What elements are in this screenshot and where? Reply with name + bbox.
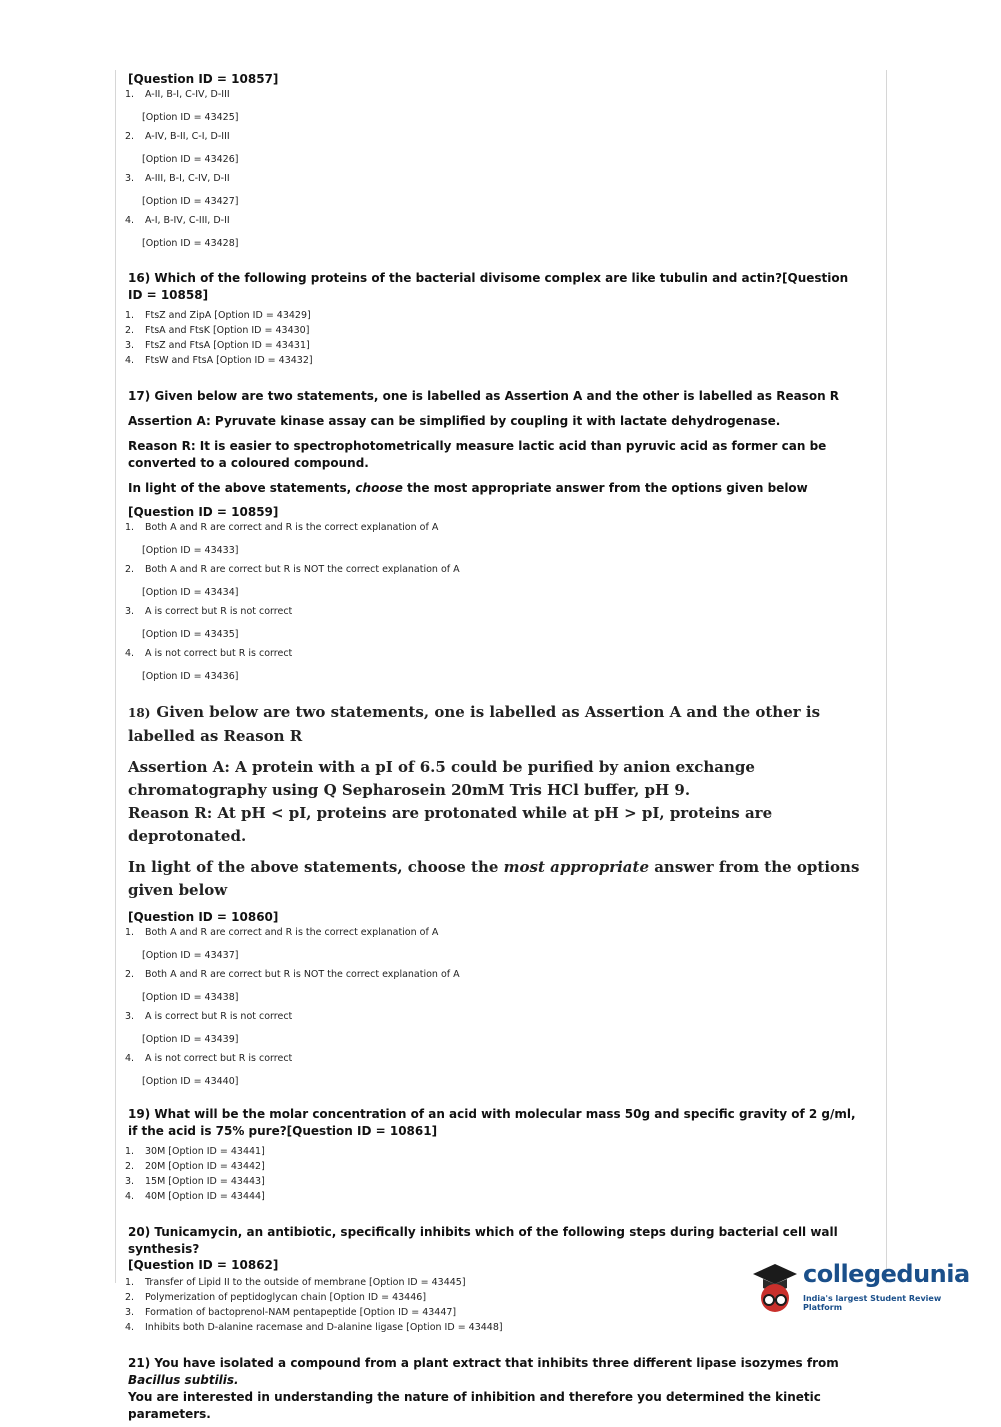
q17-assertion: Assertion A: Pyruvate kinase assay can be simplified by coupling it with lactate dehydrogenase.: [128, 414, 781, 428]
q17-text: 17) Given below are two statements, one is labelled as Assertion A and the other is labelled as Reason R: [128, 389, 840, 403]
option-id: [Option ID = 43439]: [142, 1034, 239, 1045]
q19-options: [125, 1144, 865, 1204]
option-id: [Option ID = 43428]: [142, 238, 239, 249]
option: 4. A-I, B-IV, C-III, D-II: [125, 215, 230, 226]
option-id: [Option ID = 43426]: [142, 154, 239, 165]
option-id: [Option ID = 43427]: [142, 196, 239, 207]
option: 3. A-III, B-I, C-IV, D-II: [125, 173, 230, 184]
option: 4. FtsW and FtsA [Option ID = 43432]: [125, 355, 313, 366]
logo-tagline: India's largest Student Review Platform: [803, 1294, 942, 1312]
option: 2. Both A and R are correct but R is NOT the correct explanation of A: [125, 969, 460, 980]
option-id: [Option ID = 43425]: [142, 112, 239, 123]
option: 1. 30M [Option ID = 43441]: [125, 1146, 265, 1157]
option: 1. Both A and R are correct and R is the correct explanation of A: [125, 522, 439, 533]
option: 2. Polymerization of peptidoglycan chain [Option ID = 43446]: [125, 1292, 427, 1303]
collegedunia-logo[interactable]: [745, 1252, 975, 1322]
student-mascot-icon: [745, 1252, 805, 1322]
option: 4. A is not correct but R is correct: [125, 648, 293, 659]
option: 1. Both A and R are correct and R is the correct explanation of A: [125, 927, 439, 938]
q15-question-id: [Question ID = 10857]: [128, 72, 279, 86]
q18-instruction: In light of the above statements, choose the most appropriate answer from the options given below: [128, 858, 860, 899]
q17-instruction: In light of the above statements, choose the most appropriate answer from the options given below: [128, 481, 808, 495]
q18-reason: Reason R: At pH < pI, proteins are protonated while at pH > pI, proteins are deprotonated.: [128, 804, 773, 845]
document-content: [125, 72, 865, 1427]
option: 2. A-IV, B-II, C-I, D-III: [125, 131, 230, 142]
option: 3. A is correct but R is not correct: [125, 1011, 293, 1022]
logo-wordmark: collegedunia: [803, 1260, 970, 1288]
option-id: [Option ID = 43440]: [142, 1076, 239, 1087]
option: 3. FtsZ and FtsA [Option ID = 43431]: [125, 340, 310, 351]
q18-assertion: Assertion A: A protein with a pI of 6.5 could be purified by anion exchange chromatography using Q Sepharosein 20mM Tris HCl buffer, pH 9.: [128, 758, 755, 799]
option: 4. A is not correct but R is correct: [125, 1053, 293, 1064]
option: 4. Inhibits both D-alanine racemase and D-alanine ligase [Option ID = 43448]: [125, 1322, 503, 1333]
option: 3. A is correct but R is not correct: [125, 606, 293, 617]
option-id: [Option ID = 43436]: [142, 671, 239, 682]
option-id: [Option ID = 43437]: [142, 950, 239, 961]
option-id: [Option ID = 43433]: [142, 545, 239, 556]
option-id: [Option ID = 43438]: [142, 992, 239, 1003]
q21-text: 21) You have isolated a compound from a plant extract that inhibits three different lipase isozymes from Bacillus subtilis. You are interested in understanding the nature of inhibition and therefore you determined the kinetic parameters.: [128, 1356, 839, 1421]
option: 1. FtsZ and ZipA [Option ID = 43429]: [125, 310, 311, 321]
q19-text: 19) What will be the molar concentration of an acid with molecular mass 50g and specific gravity of 2 g/ml, if the acid is 75% pure?[Question ID = 10861]: [128, 1107, 856, 1138]
option: 3. 15M [Option ID = 43443]: [125, 1176, 265, 1187]
q15-options: [125, 89, 865, 250]
option: 3. Formation of bactoprenol-NAM pentapeptide [Option ID = 43447]: [125, 1307, 457, 1318]
q18-options: [125, 927, 865, 1088]
option: 2. 20M [Option ID = 43442]: [125, 1161, 265, 1172]
option: 4. 40M [Option ID = 43444]: [125, 1191, 265, 1202]
q16-options: [125, 308, 865, 368]
option: 1. A-II, B-I, C-IV, D-III: [125, 89, 230, 100]
q18-question-id: [Question ID = 10860]: [128, 910, 279, 924]
q17-reason: Reason R: It is easier to spectrophotometrically measure lactic acid than pyruvic acid as former can be converted to a coloured compound.: [128, 439, 827, 470]
q20-text: 20) Tunicamycin, an antibiotic, specifically inhibits which of the following steps during bacterial cell wall synthesis?: [128, 1225, 838, 1256]
q17-options: [125, 522, 865, 683]
q16-text: 16) Which of the following proteins of the bacterial divisome complex are like tubulin and actin?[Question ID = 10858]: [128, 271, 849, 302]
q17-question-id: [Question ID = 10859]: [128, 505, 279, 519]
option-id: [Option ID = 43435]: [142, 629, 239, 640]
option: 2. Both A and R are correct but R is NOT the correct explanation of A: [125, 564, 460, 575]
q18-text: 18) Given below are two statements, one is labelled as Assertion A and the other is labelled as Reason R: [128, 703, 821, 745]
q20-question-id: [Question ID = 10862]: [128, 1258, 279, 1272]
option: 2. FtsA and FtsK [Option ID = 43430]: [125, 325, 310, 336]
option-id: [Option ID = 43434]: [142, 587, 239, 598]
option: 1. Transfer of Lipid II to the outside of membrane [Option ID = 43445]: [125, 1277, 466, 1288]
